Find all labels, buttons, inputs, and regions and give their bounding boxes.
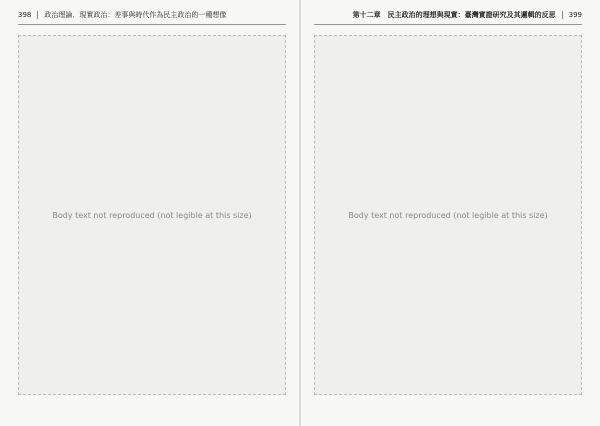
header-rule [314, 24, 582, 25]
header-rule [18, 24, 286, 25]
header-divider [562, 11, 563, 19]
right-body-placeholder: Body text not reproduced (not legible at this size) [314, 35, 582, 395]
right-page [300, 0, 600, 426]
left-header-title: 政治理論．現實政治：差事與時代作為民主政治的一種想像 [44, 11, 227, 19]
right-page-number: 399 [568, 11, 582, 19]
right-header-title: 第十二章 民主政治的理想與現實：臺灣實證研究及其邏輯的反思 [352, 10, 556, 19]
left-body-placeholder: Body text not reproduced (not legible at this size) [18, 35, 286, 395]
right-running-header [314, 10, 582, 20]
header-divider [37, 11, 38, 19]
left-page-number: 398 [18, 11, 32, 19]
left-running-header [18, 10, 286, 20]
